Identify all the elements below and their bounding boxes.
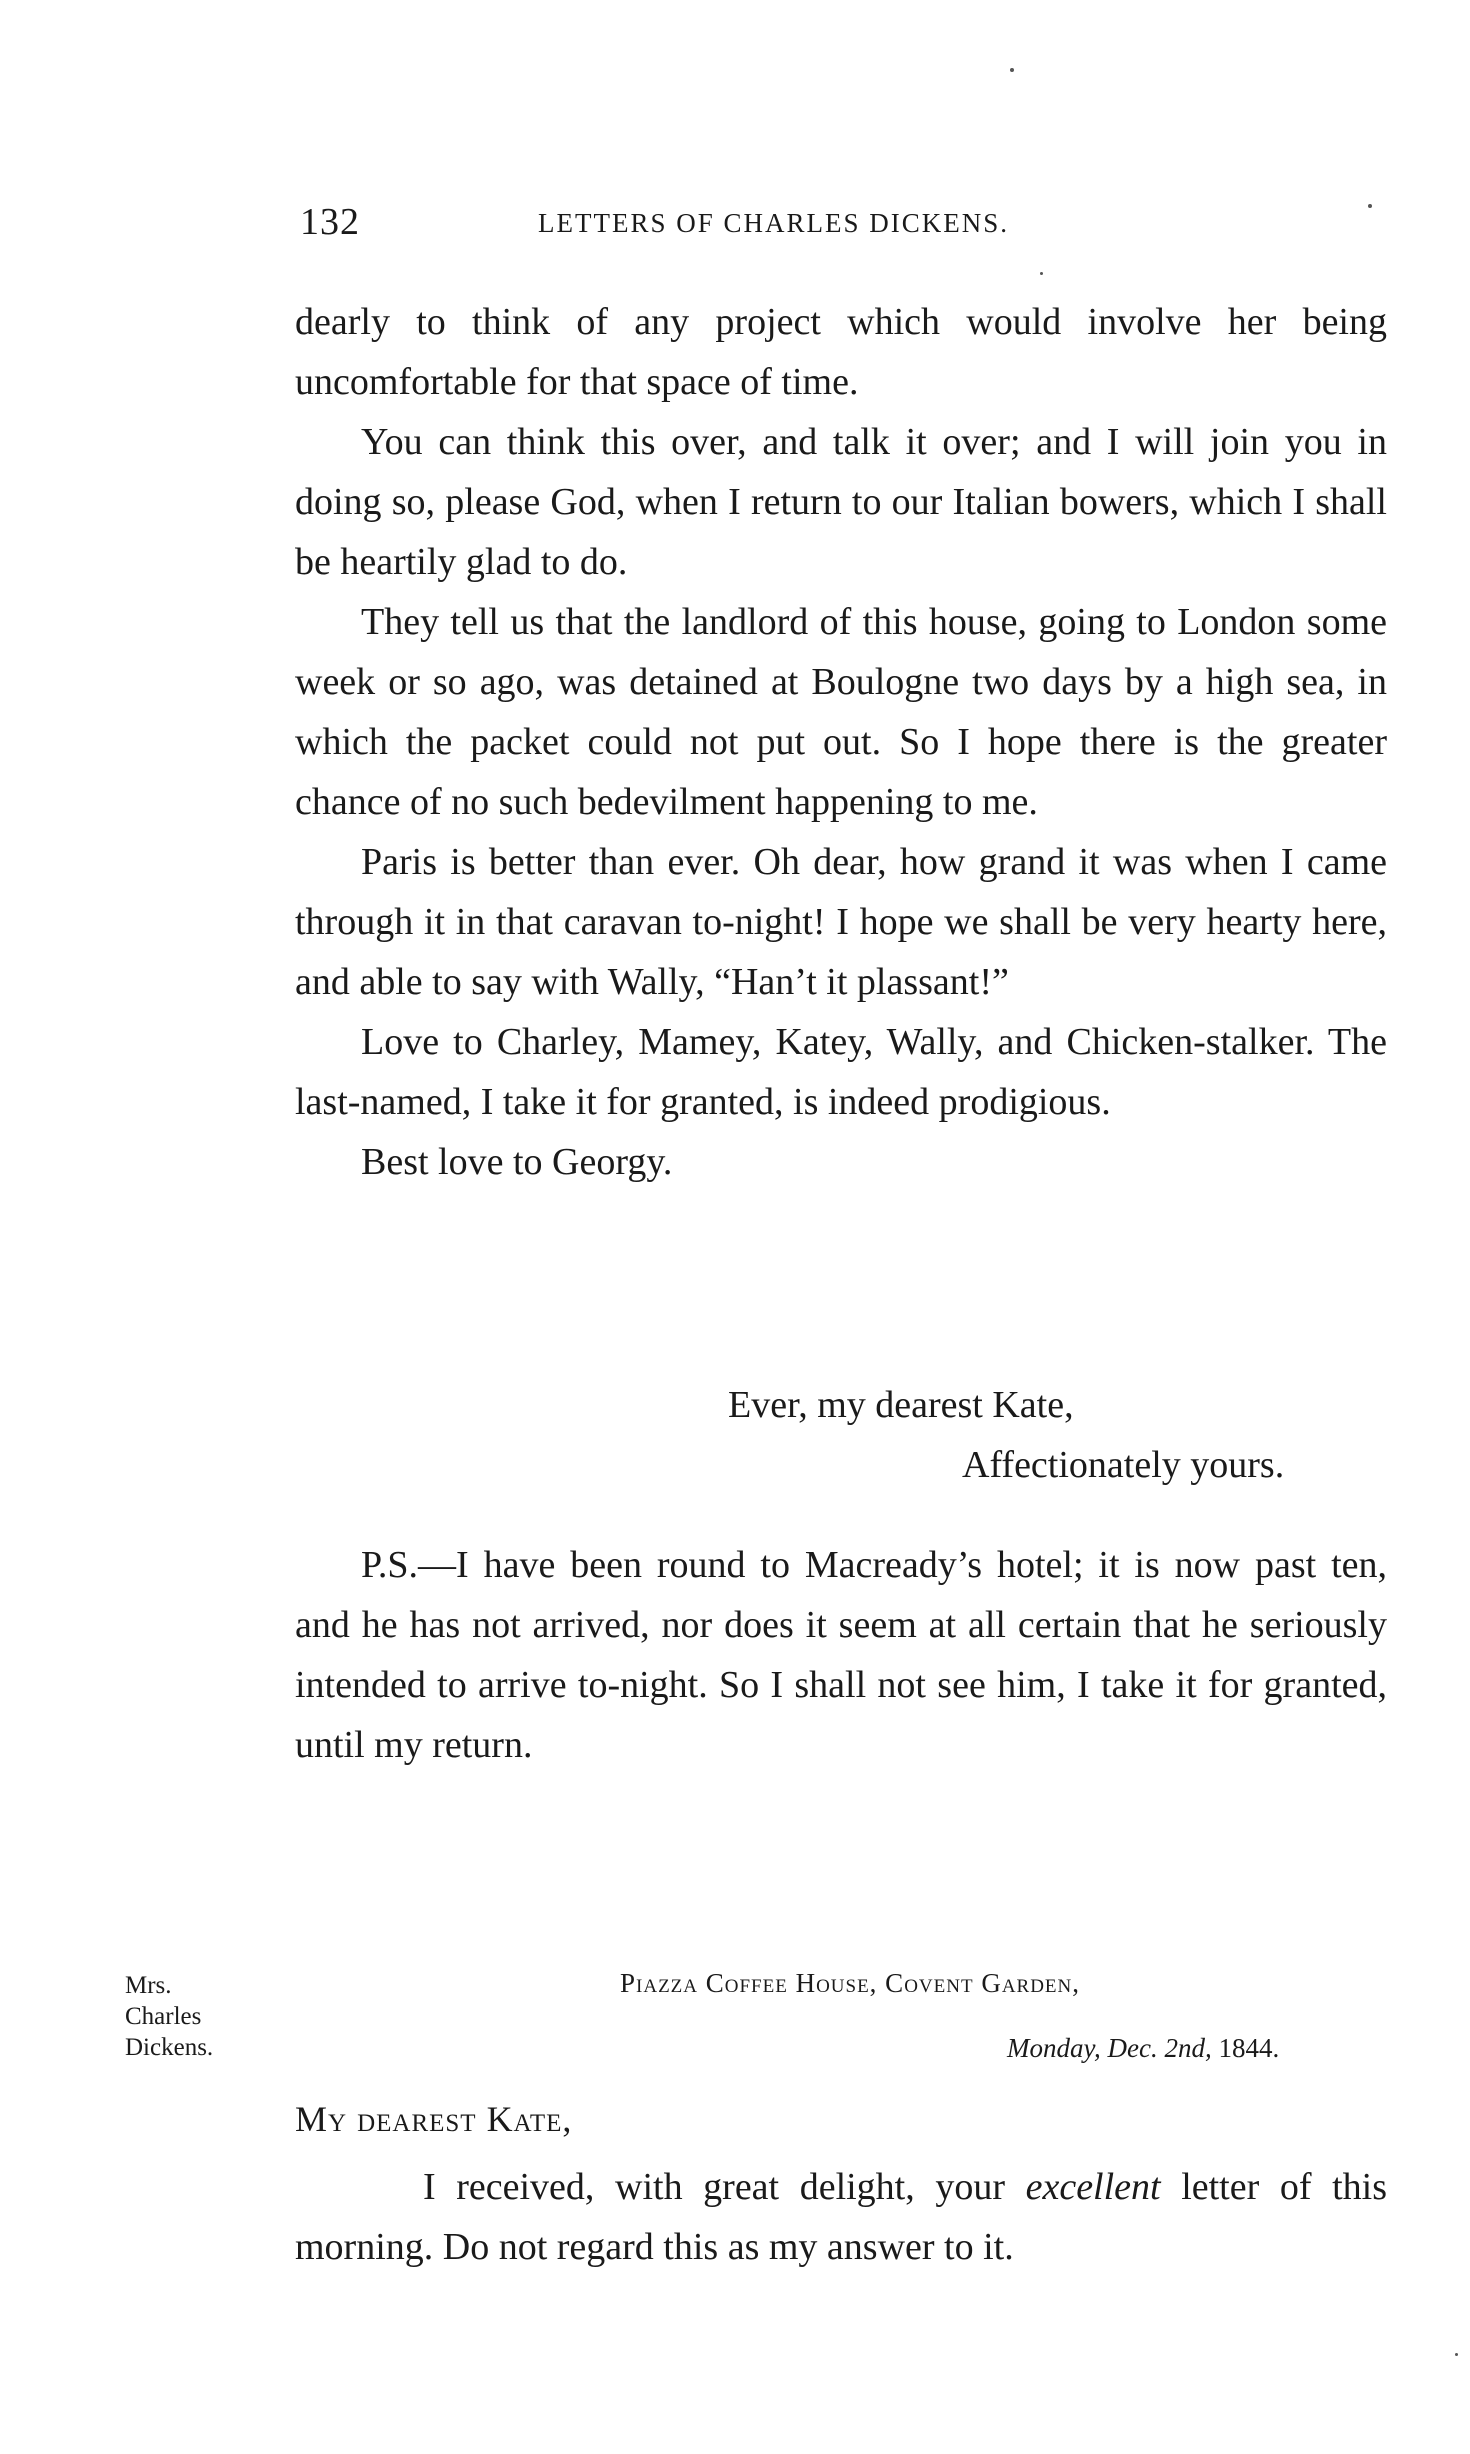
page-number: 132 [300, 201, 360, 243]
postscript-text: P.S.—I have been round to Macready’s hotel; it is now past ten, and he has not arrived, nor does it seem at all certain that he seriously intended to arrive to-night. So I shall not see him, I take it for granted, until my return. [295, 1544, 1387, 1766]
running-head: LETTERS OF CHARLES DICKENS. [538, 208, 1010, 238]
paragraph [295, 2157, 1387, 2277]
text-run: I received, with great delight, your [423, 2166, 1026, 2208]
text-run: letter of this morning. Do not regard this as my answer to it. [295, 2166, 1388, 2268]
margin-note-line: Charles [125, 2003, 202, 2030]
paper-speck [1455, 2353, 1458, 2356]
paper-speck [1010, 68, 1014, 72]
paragraph: They tell us that the landlord of this house, going to London some week or so ago, was detained at Boulogne two days by a high sea, in which the packet could not put out. So I hope there is the greater chance of no such bedevilment happening to me. [295, 601, 1387, 823]
emphasized-word: excellent [1025, 2166, 1161, 2208]
paper-speck [1368, 204, 1372, 208]
second-letter-body [295, 2157, 1387, 2277]
margin-note-line: Mrs. [125, 1972, 172, 1999]
paper-speck [1040, 272, 1043, 275]
page-header [300, 200, 1390, 260]
letter-body [295, 292, 1387, 1192]
letter-address: Piazza Coffee House, Covent Garden, [620, 1968, 1081, 1998]
margin-note [125, 1970, 213, 2063]
margin-note-line: Dickens. [125, 2034, 214, 2061]
letter-date-year: 1844. [1218, 2033, 1280, 2063]
paragraph: Love to Charley, Mamey, Katey, Wally, and Chicken-stalker. The last-named, I take it for granted, is indeed prodigious. [295, 1021, 1387, 1123]
paragraph: Best love to Georgy. [361, 1141, 673, 1183]
paragraph: dearly to think of any project which would involve her being uncomfortable for that space of time. [295, 301, 1387, 403]
letter-date [1007, 2033, 1279, 2064]
letter-date-day: Monday, Dec. 2nd, [1007, 2033, 1212, 2063]
paragraph: You can think this over, and talk it over; and I will join you in doing so, please God, when I return to our Italian bowers, which I shall be heartily glad to do. [295, 421, 1387, 583]
signature-line: Affectionately yours. [962, 1444, 1285, 1486]
postscript [295, 1535, 1387, 1775]
paragraph: Paris is better than ever. Oh dear, how grand it was when I came through it in that caravan to-night! I hope we shall be very hearty here, and able to say with Wally, “Han’t it plassant!” [295, 841, 1387, 1003]
closing-line: Ever, my dearest Kate, [728, 1384, 1074, 1426]
salutation: My dearest Kate, [295, 2099, 573, 2139]
